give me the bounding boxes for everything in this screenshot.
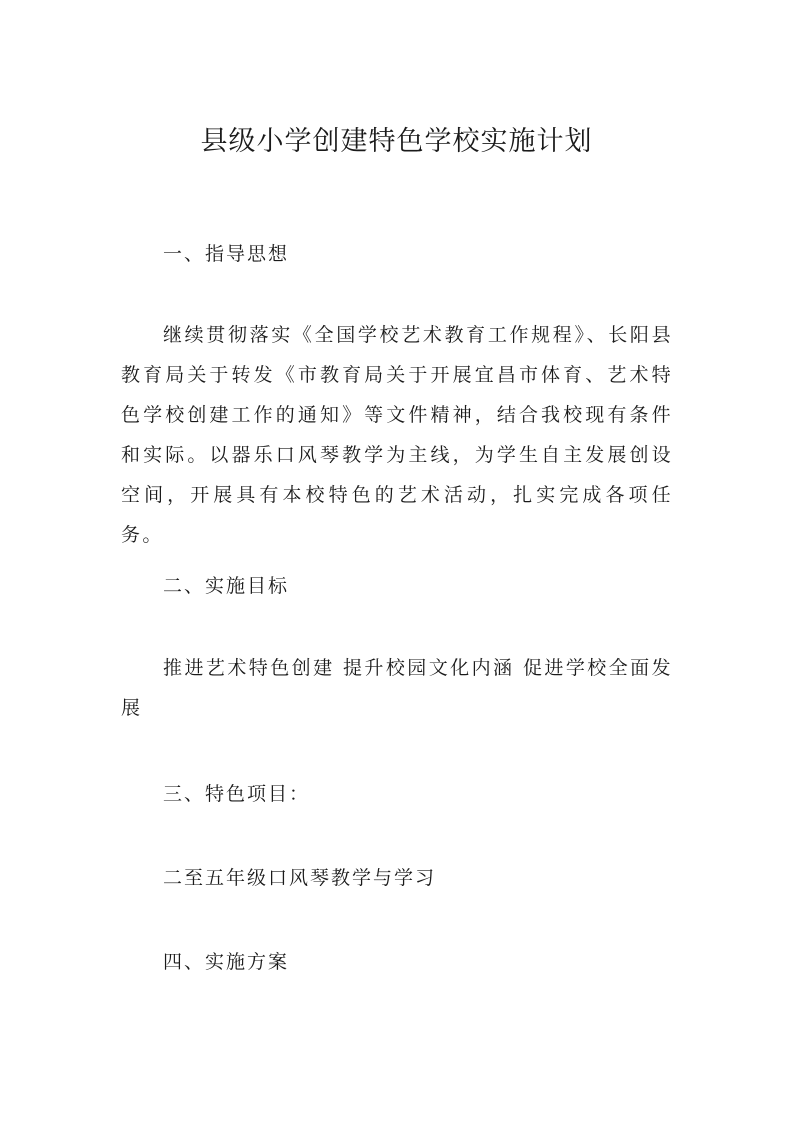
section-heading-guiding-ideology: 一、指导思想 [163, 243, 290, 265]
section-heading-featured-project: 三、特色项目： [163, 783, 311, 805]
section-body-goals: 推进艺术特色创建 提升校园文化内涵 促进学校全面发展 [121, 657, 673, 719]
section-heading-implementation-plan: 四、实施方案 [163, 951, 290, 973]
section-heading-goals: 二、实施目标 [163, 575, 290, 597]
section-body-guiding-ideology: 继续贯彻落实《全国学校艺术教育工作规程》、长阳县教育局关于转发《市教育局关于开展宜昌市体育、艺术特色学校创建工作的通知》等文件精神，结合我校现有条件和实际。以器乐口风琴教学为主线，为学生自主发展创设空间，开展具有本校特色的艺术活动，扎实完成各项任务。 [121, 324, 673, 546]
document-title: 县级小学创建特色学校实施计划 [200, 126, 593, 157]
section-body-featured-project: 二至五年级口风琴教学与学习 [163, 867, 437, 889]
